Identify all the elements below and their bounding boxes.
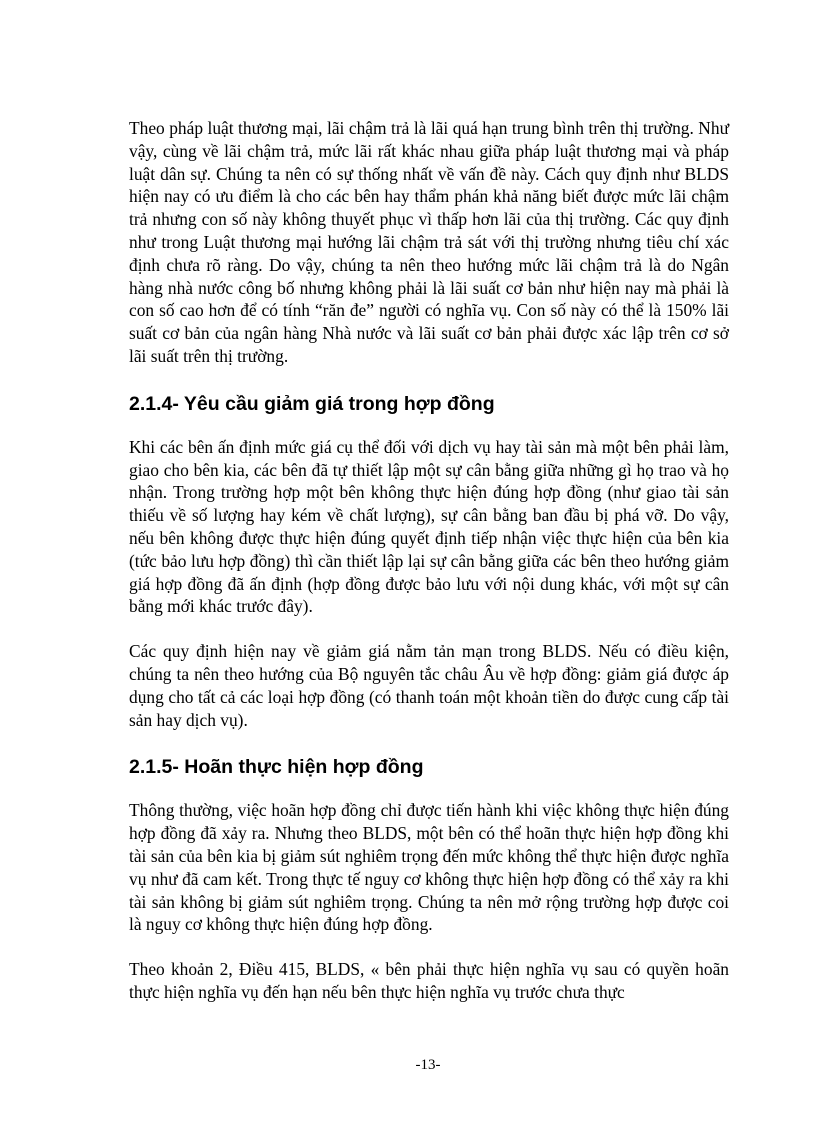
paragraph-price-reduction-balance: Khi các bên ấn định mức giá cụ thể đối với dịch vụ hay tài sản mà một bên phải làm, giao cho bên kia, các bên đã tự thiết lập một sự cân bằng giữa những gì họ trao và họ nhận. Trong trường hợp một bên không thực hiện đúng hợp đồng (như giao tài sản thiếu về số lượng hay kém về chất lượng), sự cân bằng ban đầu bị phá vỡ. Do vậy, nếu bên không được thực hiện đúng quyết định tiếp nhận việc thực hiện của bên kia (tức bảo lưu hợp đồng) thì cần thiết lập lại sự cân bằng giữa các bên theo hướng giảm giá hợp đồng đã ấn định (hợp đồng được bảo lưu với nội dung khác, với một sự cân bằng mới khác trước đây).: [129, 436, 729, 617]
section-heading-price-reduction: 2.1.4- Yêu cầu giảm giá trong hợp đồng: [129, 392, 495, 415]
paragraph-article-415: Theo khoản 2, Điều 415, BLDS, « bên phải thực hiện nghĩa vụ sau có quyền hoãn thực hiện nghĩa vụ đến hạn nếu bên thực hiện nghĩa vụ trước chưa thực: [129, 959, 729, 1002]
page-body: [129, 117, 729, 1004]
page-number: -13-: [415, 1057, 441, 1073]
paragraph-late-payment-interest: Theo pháp luật thương mại, lãi chậm trả là lãi quá hạn trung bình trên thị trường. Như vậy, cùng về lãi chậm trả, mức lãi rất khác nhau giữa pháp luật thương mại và pháp luật dân sự. Chúng ta nên có sự thống nhất về vấn đề này. Cách quy định như BLDS hiện nay có ưu điểm là cho các bên hay thẩm phán khả năng biết được mức lãi chậm trả nhưng con số này không thuyết phục vì thấp hơn lãi của thị trường. Các quy định như trong Luật thương mại hướng lãi chậm trả sát với thị trường nhưng tiêu chí xác định chưa rõ ràng. Do vậy, chúng ta nên theo hướng mức lãi chậm trả là do Ngân hàng nhà nước công bố nhưng không phải là lãi suất cơ bản như hiện nay mà phải là con số cao hơn để có tính “răn đe” người có nghĩa vụ. Con số này có thể là 150% lãi suất cơ bản của ngân hàng Nhà nước và lãi suất cơ bản phải được xác lập trên cơ sở lãi suất trên thị trường.: [129, 118, 729, 366]
paragraph-price-reduction-regulation: Các quy định hiện nay về giảm giá nằm tản mạn trong BLDS. Nếu có điều kiện, chúng ta nên theo hướng của Bộ nguyên tắc châu Âu về hợp đồng: giảm giá được áp dụng cho tất cả các loại hợp đồng (có thanh toán một khoản tiền do được cung cấp tài sản hay dịch vụ).: [129, 641, 729, 730]
section-heading-suspension-of-performance: 2.1.5- Hoãn thực hiện hợp đồng: [129, 756, 424, 779]
paragraph-suspension-general: Thông thường, việc hoãn hợp đồng chỉ được tiến hành khi việc không thực hiện đúng hợp đồng đã xảy ra. Nhưng theo BLDS, một bên có thể hoãn thực hiện hợp đồng khi tài sản của bên kia bị giảm sút nghiêm trọng đến mức không thể thực hiện được nghĩa vụ như đã cam kết. Trong thực tế nguy cơ không thực hiện hợp đồng có thể xảy ra khi tài sản không bị giảm sút nghiêm trọng. Chúng ta nên mở rộng trường hợp được coi là nguy cơ không thực hiện đúng hợp đồng.: [129, 800, 729, 935]
